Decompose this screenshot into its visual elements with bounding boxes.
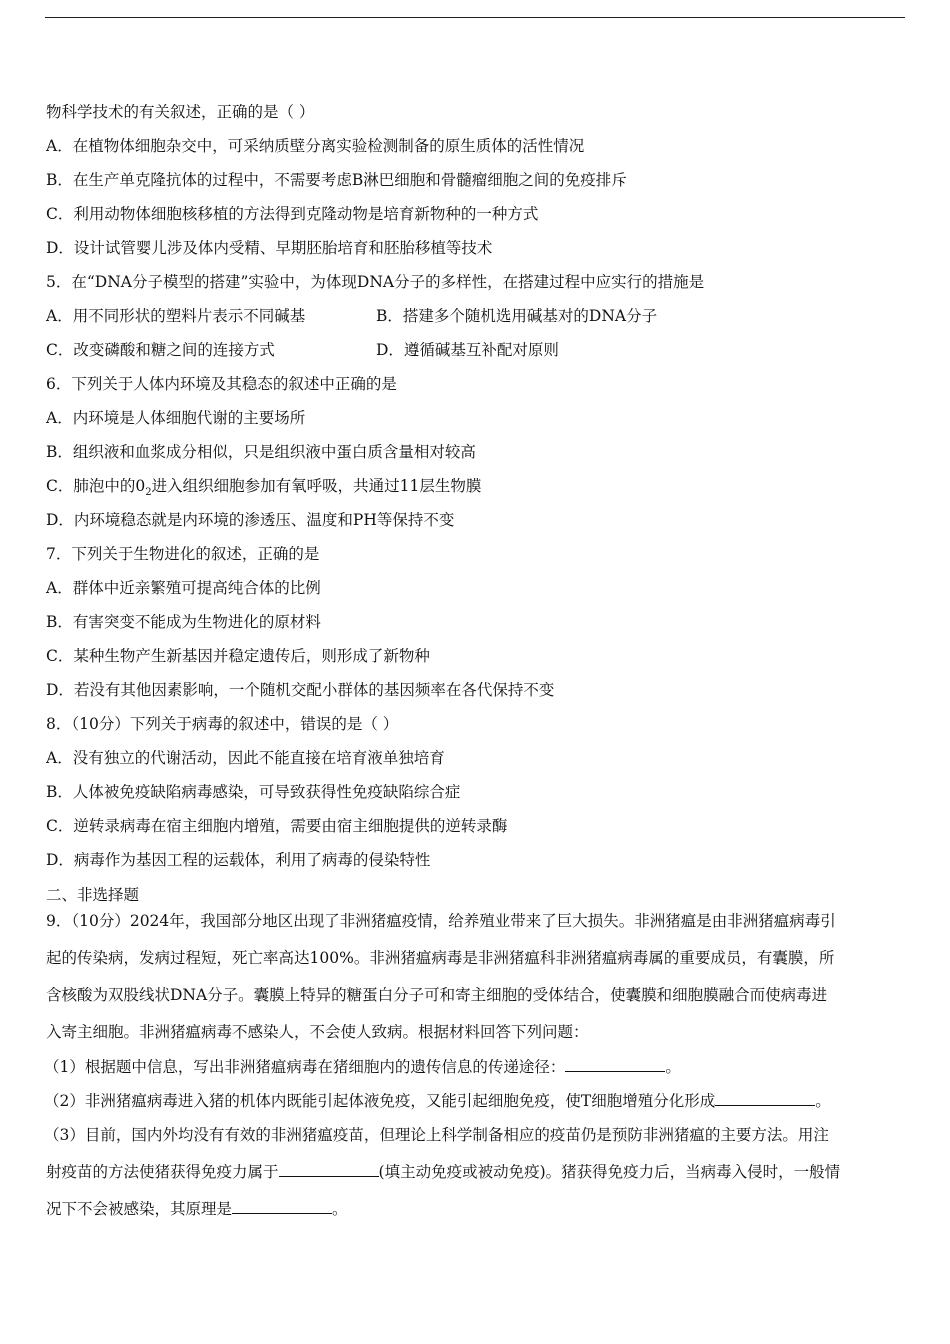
q7-option-d: D．若没有其他因素影响，一个随机交配小群体的基因频率在各代保持不变 [46,681,555,699]
q6-option-c [46,476,906,503]
q6-option-b: B．组织液和血浆成分相似，只是组织液中蛋白质含量相对较高 [46,443,476,461]
q9-part-3-line-2-text: 射疫苗的方法使猪获得免疫力属于 [46,1163,279,1181]
q9-line-2: 起的传染病，发病过程短，死亡率高达100%。非洲猪瘟病毒是非洲猪瘟科非洲猪瘟病毒属的重要成员，有囊膜，所 [46,949,835,967]
q6-option-a: A．内环境是人体细胞代谢的主要场所 [46,409,306,427]
q9-line-3: 含核酸为双股线状DNA分子。囊膜上特异的糖蛋白分子可和寄主细胞的受体结合，使囊膜和细胞膜融合而使病毒进 [46,986,828,1004]
q5-stem: 5．在“DNA分子模型的搭建”实验中，为体现DNA分子的多样性，在搭建过程中应实行的措施是 [46,273,705,291]
q9-part-2-text: （2）非洲猪瘟病毒进入猪的机体内既能引起体液免疫，又能引起细胞免疫，使T细胞增殖分化形成 [44,1092,716,1110]
q4-option-c: C．利用动物体细胞核移植的方法得到克隆动物是培育新物种的一种方式 [46,205,539,223]
q7-option-c: C．某种生物产生新基因并稳定遗传后，则形成了新物种 [46,647,430,665]
q4-option-d: D．设计试管婴儿涉及体内受精、早期胚胎培育和胚胎移植等技术 [46,239,493,257]
q9-part-3-line-1: （3）目前，国内外均没有有效的非洲猪瘟疫苗，但理论上科学制备相应的疫苗仍是预防非洲猪瘟的主要方法。用注 [44,1126,829,1144]
q5-option-d: D．遵循碱基互补配对原则 [376,341,559,359]
q4-stem: 物科学技术的有关叙述，正确的是（ ） [46,103,315,121]
q9-part-3-line-3 [46,1199,906,1219]
q5-row-2 [46,340,906,360]
q7-option-a: A．群体中近亲繁殖可提高纯合体的比例 [46,579,321,597]
q9-part-1-text: （1）根据题中信息，写出非洲猪瘟病毒在猪细胞内的遗传信息的传递途径： [44,1058,566,1076]
q9-part-3-line-3-text: 况下不会被感染，其原理是 [46,1200,233,1218]
answer-blank-2[interactable] [715,1091,815,1106]
q9-part-2 [44,1091,904,1111]
q8-stem: 8．（10分）下列关于病毒的叙述中，错误的是（ ） [46,715,399,733]
q5-option-a: A．用不同形状的塑料片表示不同碱基 [46,307,306,325]
q8-option-a: A．没有独立的代谢活动，因此不能直接在培育液单独培育 [46,749,445,767]
q4-option-b: B．在生产单克隆抗体的过程中，不需要考虑B淋巴细胞和骨髓瘤细胞之间的免疫排斥 [46,171,627,189]
q5-option-c: C．改变磷酸和糖之间的连接方式 [46,341,275,359]
answer-blank-4[interactable] [232,1199,332,1214]
q9-part-1-end: 。 [665,1058,681,1076]
q5-option-b: B．搭建多个随机选用碱基对的DNA分子 [376,307,658,325]
q7-option-b: B．有害突变不能成为生物进化的原材料 [46,613,321,631]
q8-option-c: C．逆转录病毒在宿主细胞内增殖，需要由宿主细胞提供的逆转录酶 [46,817,508,835]
answer-blank-1[interactable] [565,1057,665,1072]
q6-stem: 6．下列关于人体内环境及其稳态的叙述中正确的是 [46,375,397,393]
q6-option-c-pre: C．肺泡中的0 [46,477,146,495]
q9-line-4: 入寄主细胞。非洲猪瘟病毒不感染人，不会使人致病。根据材料回答下列问题： [46,1023,589,1041]
header-rule [45,17,905,18]
q6-option-c-subscript: 2 [145,487,152,499]
q6-option-c-post: 进入组织细胞参加有氧呼吸，共通过11层生物膜 [151,477,482,495]
q6-option-d: D．内环境稳态就是内环境的渗透压、温度和PH等保持不变 [46,511,455,529]
q8-option-d: D．病毒作为基因工程的运载体，利用了病毒的侵染特性 [46,851,431,869]
section-heading: 二、非选择题 [46,886,140,904]
q9-line-1: 9．（10分）2024年，我国部分地区出现了非洲猪瘟疫情，给养殖业带来了巨大损失。非洲猪瘟是由非洲猪瘟病毒引 [46,912,836,930]
q7-stem: 7．下列关于生物进化的叙述，正确的是 [46,545,320,563]
q8-option-b: B．人体被免疫缺陷病毒感染，可导致获得性免疫缺陷综合症 [46,783,461,801]
q5-row-1 [46,306,906,326]
answer-blank-3[interactable] [279,1162,379,1177]
q4-option-a: A．在植物体细胞杂交中，可采纳质壁分离实验检测制备的原生质体的活性情况 [46,137,585,155]
q9-part-3-line-3-end: 。 [332,1200,348,1218]
q9-part-1 [44,1057,904,1077]
q9-part-3-line-2-rest: (填主动免疫或被动免疫)。猪获得免疫力后，当病毒入侵时，一般情 [378,1163,841,1181]
q9-part-2-end: 。 [815,1092,831,1110]
q9-part-3-line-2 [46,1162,906,1182]
